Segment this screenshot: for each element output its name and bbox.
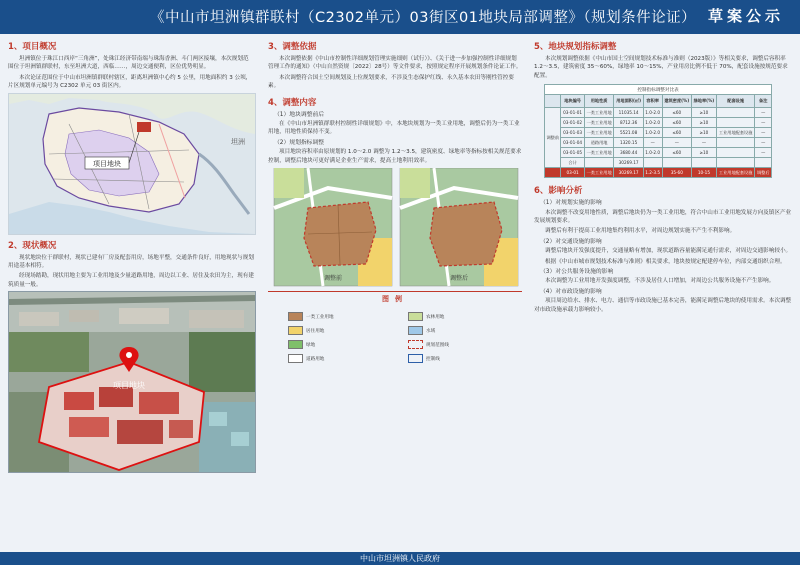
legend-swatch [288, 354, 303, 363]
plan-before-label: 调整前 [323, 275, 343, 283]
footer-bar [0, 552, 800, 565]
subheading: （4）对市政设施的影响 [540, 288, 602, 295]
paragraph: 本次规划调整依据《中山市国土空间规划技术标准与准则（2023版）》等相关要求，调整后容积率 1.2～3.5，建筑密度 35～60%，绿地率 10～15%，产业用房比例不低于 70%，配套设施按规范要求配置。 [534, 56, 788, 79]
table-header-row: 地块编号 用地性质 用地面积(㎡) 容积率 建筑密度(%) 绿地率(%) 配套设施 备注 [545, 95, 772, 108]
legend-swatch [408, 340, 423, 349]
legend-swatch [408, 354, 423, 363]
legend-swatch [288, 312, 303, 321]
column-middle [268, 38, 522, 548]
aerial-photo [8, 291, 256, 473]
draft-stamp: 草案公示 [707, 7, 784, 25]
column-right [534, 38, 792, 548]
paragraph: 调整后地块开发强度提升，交通量略有增加，现状道路容量能满足通行需求，对周边交通影响较小。 [545, 248, 792, 255]
location-map [8, 93, 256, 235]
control-index-table [544, 84, 772, 178]
section-heading: 3、调整依据 [268, 42, 317, 52]
paragraph: 本次调整依据《中山市控制性详细规划管理实施细则（试行）》、《关于进一步加强控制性详细规划管理工作的通知》（中山自然资规〔2022〕28号）等文件要求，按照规定程序开展规划条件论证工作。 [268, 56, 522, 71]
plan-comparison [268, 168, 522, 288]
legend-item: 绿地 [288, 340, 315, 349]
table-caption: 控制指标调整对比表 [545, 85, 772, 95]
column-left [8, 38, 254, 548]
section-heading: 6、影响分析 [534, 186, 583, 197]
legend-item: 道路用地 [288, 354, 324, 363]
photo-site-label: 项目地块 [113, 381, 145, 391]
map-legend [268, 291, 522, 372]
legend-swatch [288, 340, 303, 349]
subheading: （2）规划指标调整 [274, 139, 325, 146]
table-adjusted-row: 03-01 一类工业用地 30269.17 1.2-3.5 35-60 10-15 工业用地配套设施 调整后 [545, 168, 772, 178]
legend-title: 图例 [382, 295, 408, 304]
legend-item: 居住用地 [288, 326, 324, 335]
legend-swatch [288, 326, 303, 335]
subheading: （2）对交通设施的影响 [540, 238, 602, 245]
paragraph: 本次调整为工业用地开发强度调整，不涉及居住人口增加，对周边公共服务设施不产生影响。 [545, 278, 775, 285]
table-row: 03-01-02 一类工业用地 8712.36 1.0-2.0 ≤60 ≥10 — [545, 118, 772, 128]
section-heading: 1、项目概况 [8, 42, 57, 52]
table-group-label: 调整前 [545, 108, 561, 168]
table-row: 调整前 03-01-01 一类工业用地 11035.14 1.0-2.0 ≤60 ≥10 — [545, 108, 772, 118]
paragraph: 调整后有利于提高工业用地集约利用水平，对周边规划实施不产生不利影响。 [545, 228, 736, 235]
paragraph: 根据《中山市城市规划技术标准与准则》相关要求，地块按规定配建停车位，内部交通组织合理。 [545, 258, 786, 265]
paragraph: 本次调整不改变用地性质，调整后地块仍为一类工业用地，符合中山市工业用地发展方向及镇区产业发展规划要求。 [534, 209, 792, 225]
subheading: （1）对规划实施的影响 [540, 200, 602, 207]
footer-org: 中山市坦洲镇人民政府 [360, 554, 440, 563]
header-bar [0, 0, 800, 34]
table-row: 03-01-03 一类工业用地 5521.08 1.0-2.0 ≤60 ≥10 工业用地配套设施 — [545, 128, 772, 138]
table-row: 03-01-04 道路用地 1320.15 — — — — [545, 138, 772, 148]
subheading: （1）地块调整前后 [274, 111, 325, 118]
plan-comparison-graphic [268, 168, 522, 288]
aerial-photo-graphic [9, 292, 255, 472]
legend-item: 农林用地 [408, 312, 444, 321]
paragraph: 本次论证范围位于中山市坦洲镇群联村辖区，距离坦洲镇中心约 5 公里，用地面积约 3 公顷，片区规划单元编号为 C2302 单元 03 街区内。 [8, 74, 252, 90]
paragraph: 项目地块容积率由原规划的 1.0～2.0 调整为 1.2～3.5，建筑密度、绿地率等指标按相关规范要求控制，调整后地块可更好满足企业生产需求，提高土地利用效率。 [268, 149, 522, 164]
paragraph: 坦洲镇位于珠江口西岸“三角洲”，处珠江经济带南端与珠海香洲、斗门两区接壤，本次规划范围位于坦洲镇群联村，东至坦洲大道，西临……，周边交通便利，区位优势明显。 [8, 56, 249, 71]
table-total-row: 合计 30269.17 [545, 158, 772, 168]
section-heading: 4、调整内容 [268, 97, 317, 108]
legend-swatch [408, 312, 423, 321]
paragraph: 在《中山市坦洲镇群联村控制性详细规划》中，本地块规划为一类工业用地，调整后仍为一类工业用地，用地性质保持不变。 [268, 121, 520, 136]
legend-item: 水域 [408, 326, 435, 335]
legend-item: 一类工业用地 [288, 312, 334, 321]
subheading: （3）对公共服务设施的影响 [540, 269, 614, 276]
map-site-label: 项目地块 [93, 159, 121, 168]
legend-item: 控制线 [408, 354, 440, 363]
paragraph: 现状地块位于群联村，现状已建有厂房及配套用房，场地平整，交通条件良好，用地现状与规划用途基本相符。 [8, 254, 254, 270]
section-heading: 2、现状概况 [8, 240, 57, 251]
site-marker [137, 122, 151, 132]
map-place-label: 坦洲 [231, 137, 245, 146]
section-heading: 5、地块规划指标调整 [534, 42, 617, 52]
location-map-graphic [9, 94, 255, 234]
page-title: 《中山市坦洲镇群联村（C2302单元）03街区01地块局部调整》（规划条件论证） [150, 10, 697, 26]
legend-item: 规划范围线 [408, 340, 449, 349]
plan-after-label: 调整后 [449, 275, 469, 283]
paragraph: 经现场踏勘，现状用地主要为工业用地及少量道路用地，周边以工业、居住及农田为主，现有建筑质量一般。 [8, 273, 254, 288]
paragraph: 本次调整符合国土空间规划及上位规划要求，不涉及生态保护红线、永久基本农田等刚性管控要素。 [268, 74, 514, 90]
legend-swatch [408, 326, 423, 335]
paragraph: 项目周边给水、排水、电力、通信等市政设施已基本完善，能满足调整后地块的使用需求。本次调整对市政设施承载力影响较小。 [534, 298, 792, 313]
table-row: 03-01-05 一类工业用地 3680.44 1.0-2.0 ≤60 ≥10 — [545, 148, 772, 158]
